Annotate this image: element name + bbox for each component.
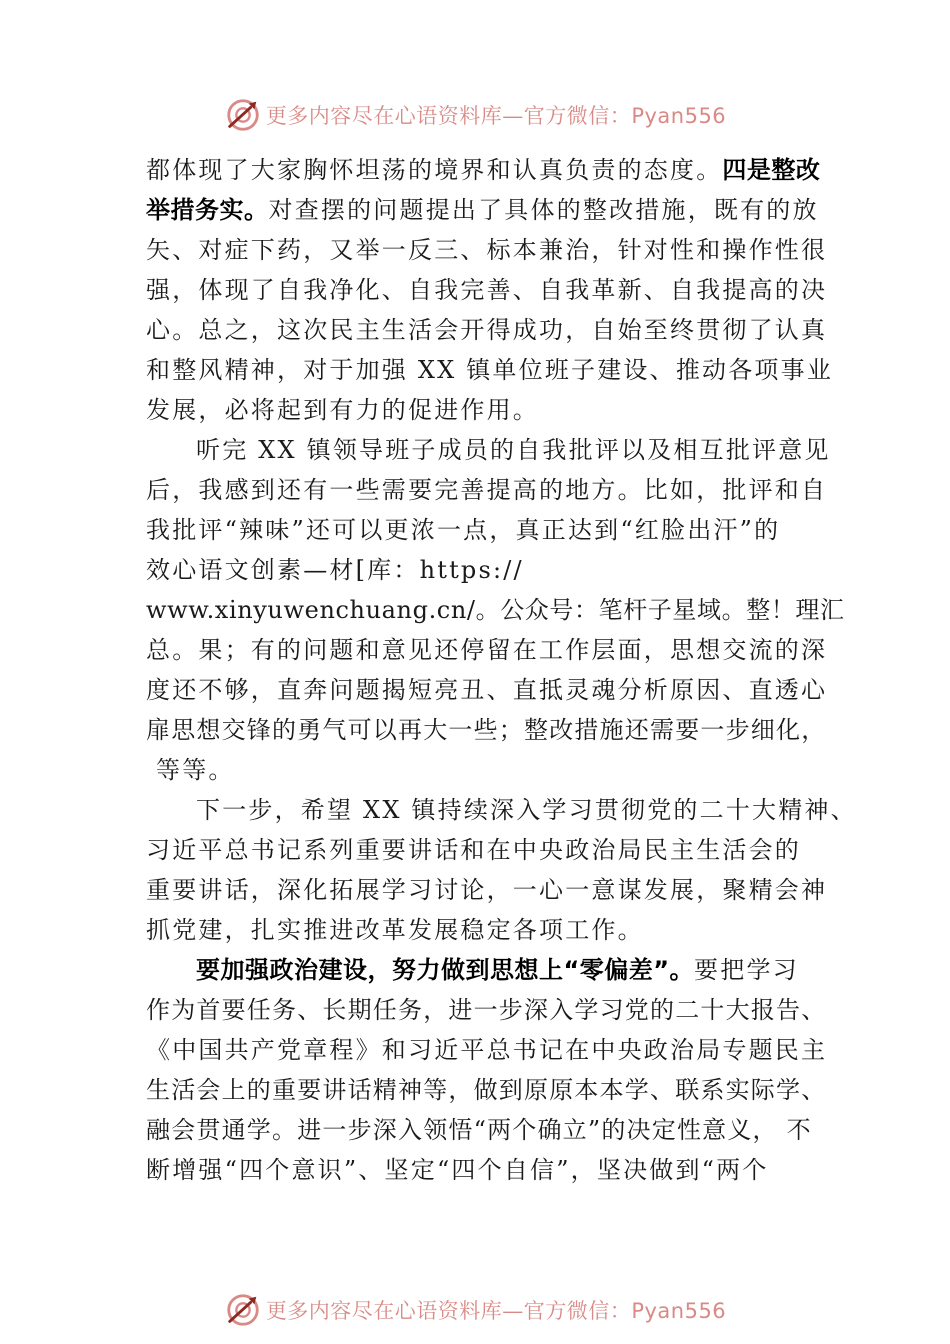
text-line: 《中国共产党章程》和习近平总书记在中央政治局专题民主 [146, 1036, 828, 1064]
paragraph-start: 听完 XX 镇领导班子成员的自我批评以及相互批评意见 [196, 436, 831, 464]
paragraph-start: 下一步，希望 XX 镇持续深入学习贯彻党的二十大精神、 [196, 796, 857, 824]
brand-logo-icon [224, 1291, 262, 1329]
text-line: 融会贯通学。进一步深入领悟“两个确立”的决定性意义， 不 [146, 1116, 812, 1144]
header-wechat-id: Pyan556 [631, 104, 727, 128]
url-line: www.xinyuwenchuang.cn/。公众号：笔杆子星域。整！理汇 [146, 596, 845, 624]
text-line: 断增强“四个意识”、坚定“四个自信”，坚决做到“两个 [146, 1156, 769, 1184]
text-line: 都体现了大家胸怀坦荡的境界和认真负责的态度。四是整改 [146, 156, 821, 184]
paragraph-start: 要加强政治建设，努力做到思想上“零偏差”。要把学习 [196, 956, 799, 984]
text-line: 矢、对症下药，又举一反三、标本兼治，针对性和操作性很 [146, 236, 828, 264]
text-line: 生活会上的重要讲话精神等，做到原原本本学、联系实际学、 [146, 1076, 827, 1104]
text-line: 我批评“辣味”还可以更浓一点，真正达到“红脸出汗”的 [146, 516, 781, 544]
brand-logo-icon [224, 96, 262, 134]
header-brand-text: 更多内容尽在心语资料库—官方微信：Pyan556 [265, 104, 727, 128]
text-line: 效心语文创素—材[库：https:// [146, 556, 524, 584]
bold-heading: 要加强政治建设，努力做到思想上“零偏差”。 [196, 956, 695, 984]
text-line: 和整风精神，对于加强 XX 镇单位班子建设、推动各项事业 [146, 356, 834, 384]
text-line: 作为首要任务、长期任务，进一步深入学习党的二十大报告、 [146, 996, 827, 1024]
text-line: 习近平总书记系列重要讲话和在中央政治局民主生活会的 [146, 836, 801, 864]
text-line: 抓党建，扎实推进改革发展稳定各项工作。 [146, 916, 644, 944]
text-line: 后，我感到还有一些需要完善提高的地方。比如，批评和自 [146, 476, 828, 504]
text-line: 发展，必将起到有力的促进作用。 [146, 396, 539, 424]
text-line: 举措务实。对查摆的问题提出了具体的整改措施，既有的放 [146, 196, 819, 224]
text-line: 度还不够，直奔问题揭短亮丑、直抵灵魂分析原因、直透心 [146, 676, 828, 704]
text-line: 心。总之，这次民主生活会开得成功，自始至终贯彻了认真 [146, 316, 828, 344]
footer-brand-text: 更多内容尽在心语资料库—官方微信：Pyan556 [265, 1299, 727, 1323]
text-line: 强，体现了自我净化、自我完善、自我革新、自我提高的决 [146, 276, 828, 304]
text-line: 等等。 [156, 756, 235, 784]
document-body [146, 150, 857, 1190]
footer-wechat-id: Pyan556 [631, 1299, 727, 1323]
bold-heading: 举措务实。 [146, 196, 269, 224]
header-watermark [0, 95, 950, 135]
text-line: 总。果；有的问题和意见还停留在工作层面，思想交流的深 [146, 636, 828, 664]
text-line: 扉思想交锋的勇气可以再大一些；整改措施还需要一步细化， [146, 716, 827, 744]
text-line: 重要讲话，深化拓展学习讨论，一心一意谋发展，聚精会神 [146, 876, 828, 904]
bold-heading: 四是整改 [722, 156, 821, 184]
footer-watermark [0, 1290, 950, 1330]
